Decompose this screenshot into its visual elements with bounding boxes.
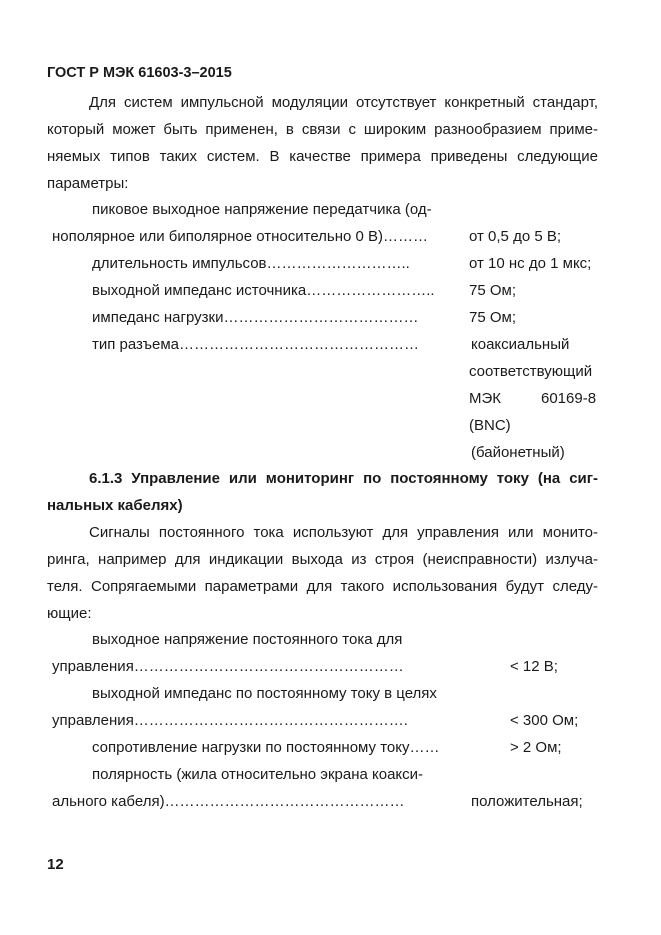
param-peak-voltage-value: от 0,5 до 5 В;: [469, 228, 562, 245]
param-connector-value-3: МЭК: [469, 390, 502, 407]
param-polarity-line2: ального кабеля)…………………………………………: [52, 793, 405, 810]
param-connector-value-1: коаксиальный: [471, 336, 570, 353]
page-number: 12: [47, 856, 64, 873]
param-connector-value-4: 60169-8: [541, 390, 597, 407]
paragraph-intro-text: Для систем импульсной модуляции отсутствует конкретный стандарт, который может быть применен, в связи с широким разнообразием приме-няемых типов таких систем. В качестве примера приведены следующие параметры:: [47, 94, 598, 192]
param-source-impedance-value: 75 Ом;: [469, 282, 516, 299]
param-dc-impedance-line1: выходной импеданс по постоянному току в целях: [92, 685, 437, 702]
param-dc-impedance-value: < 300 Ом;: [510, 712, 579, 729]
section-heading: [47, 465, 598, 519]
document-header: ГОСТ Р МЭК 61603-3–2015: [47, 65, 232, 81]
param-connector-value-2: соответствующий: [469, 363, 593, 380]
param-dc-voltage-value: < 12 В;: [510, 658, 558, 675]
param-polarity-line1: полярность (жила относительно экрана коакси-: [92, 766, 424, 783]
param-pulse-duration: длительность импульсов………………………..: [92, 255, 410, 272]
param-pulse-duration-value: от 10 нс до 1 мкс;: [469, 255, 592, 272]
param-connector-value-5: (BNC): [469, 417, 511, 434]
param-polarity-value: положительная;: [471, 793, 583, 810]
param-dc-voltage-line1: выходное напряжение постоянного тока для: [92, 631, 403, 648]
param-load-resistance: сопротивление нагрузки по постоянному току……: [92, 739, 440, 756]
param-load-resistance-value: > 2 Ом;: [510, 739, 562, 756]
param-source-impedance: выходной импеданс источника……………………..: [92, 282, 435, 299]
paragraph-intro: [47, 89, 598, 197]
param-dc-impedance-line2: управления……………………………………………….: [52, 712, 408, 729]
param-dc-voltage-line2: управления………………………………………………: [52, 658, 404, 675]
param-peak-voltage-line2: нополярное или биполярное относительно 0 В)………: [52, 228, 429, 245]
param-connector-value-6: (байонетный): [471, 444, 565, 461]
param-load-impedance-value: 75 Ом;: [469, 309, 516, 326]
section-heading-text: 6.1.3 Управление или мониторинг по постоянному току (на сиг-нальных кабелях): [47, 470, 598, 514]
paragraph-dc-signals-text: Сигналы постоянного тока используют для управления или монито-ринга, например для индикации выхода из строя (неисправности) излуча-теля. Сопрягаемыми параметрами для такого использования будут следу-ющие:: [47, 524, 598, 622]
param-load-impedance: импеданс нагрузки…………………………………: [92, 309, 419, 326]
param-connector-type: тип разъема…………………………………………: [92, 336, 419, 353]
param-peak-voltage-line1: пиковое выходное напряжение передатчика (од-: [92, 201, 432, 218]
paragraph-dc-signals: [47, 519, 598, 627]
